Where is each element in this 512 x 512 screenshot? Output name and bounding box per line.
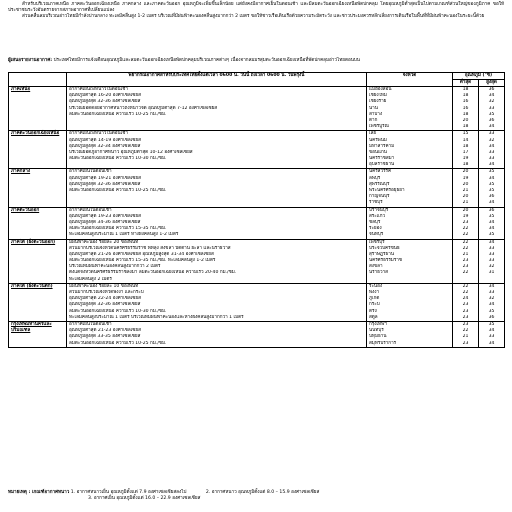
min-temp: 20 [462,207,469,213]
max-temp: 34 [488,175,495,181]
province-name: ระนอง [369,283,383,289]
min-temp: 18 [462,162,469,168]
province-cell [367,321,453,347]
province-name: ชลบุรี [369,219,381,225]
header-province: จังหวัด [367,73,453,87]
min-temp: 19 [462,156,469,162]
province-name: ระยอง [369,226,382,232]
forecast-cell [67,283,367,321]
notes-label: หมายเหตุ : เกณฑ์อากาศหนาว [8,490,70,495]
max-temp: 33 [488,290,495,295]
province-cell [367,283,453,321]
min-temp: 22 [462,226,469,232]
min-temp: 22 [462,245,469,251]
min-temp-cell [453,321,479,347]
min-temp: 22 [462,270,469,276]
max-temp: 34 [488,340,495,346]
forecast-line: ลมตะวันออกเฉียงเหนือ ความเร็ว 10-30 กม./ชม. [69,156,167,162]
min-temp-cell [453,283,479,321]
max-temp: 35 [488,169,495,175]
forecast-cell [67,131,367,169]
province-name: ประจวบคีรีขันธ์ [369,245,400,251]
table-row [9,169,505,207]
min-temp: 20 [462,169,469,175]
intro-text [8,2,504,21]
header-forecast: พยากรณ์อากาศสำหรับประเทศไทยตั้งแต่เวลา 0600 น. วันนี้ ถึงเวลา 0600 น. วันพรุ่งนี้ [67,73,367,87]
max-temp: 33 [488,149,495,155]
min-temp: 23 [462,314,469,320]
max-temp: 34 [488,302,495,308]
province-name: นครพนม [369,137,387,143]
province-name: มหาสารคาม [369,143,395,149]
region-cell: ภาคใต้ (ฝั่งตะวันออก) [9,239,67,283]
notes [8,490,504,502]
max-temp: 34 [488,283,495,289]
intro-paragraph-1: สำหรับบริเวณภาคเหนือ ภาคตะวันออกเฉียงเหนือ ภาคกลาง และภาคตะวันออก อุณหภูมิจะเพิ่มขึ้นเล็กน้อย แต่ยังคงมีอากาศเย็นในตอนเช้า และมีลมตะวันออกเฉียงเหนือพัดปกคลุม โดยอุณหภูมิต่ำสุดเป็นไปตามเกณฑ์ส่วนใหญ่ของภูมิภาค ขอให้ประชาชนระวังอันตรายจากสภาพอากาศที่เปลี่ยนแปลง [8,2,504,14]
max-temp-cell [479,87,505,131]
max-temp: 33 [488,131,495,137]
max-temp: 35 [488,111,495,117]
max-temp-cell [479,169,505,207]
forecast-cell [67,239,367,283]
max-temp-cell [479,207,505,239]
min-temp: 18 [462,93,469,99]
forecast-line: บริเวณยอดภูอากาศหนาว อุณหภูมิต่ำสุด 10-12 องศาเซลเซียส [69,149,193,155]
forecast-cell [67,87,367,131]
forecast-line: อุณหภูมิต่ำสุด 14-19 องศาเซลเซียส [69,137,141,143]
province-name: ตาก [369,117,378,123]
min-temp: 20 [462,117,469,123]
province-name: อุบลราชธานี [369,162,395,168]
region-cell: ภาคตะวันออก [9,207,67,239]
intro-paragraph-2: ส่วนคลื่นลมบริเวณอ่าวไทยมีกำลังปานกลาง ทะเลมีคลื่นสูง 1-2 เมตร บริเวณที่มีฝนฟ้าคะนองคลื่นสูงมากกว่า 2 เมตร ขอให้ชาวเรือเดินเรือด้วยความระมัดระวัง และชาวประมงควรหลีกเลี่ยงการเดินเรือในพื้นที่ที่มีฝนฟ้าคะนองในระยะนี้ด้วย [22,14,485,20]
province-name: นครศรีธรรมราช [369,258,402,264]
forecast-line: อุณหภูมิต่ำสุด 16-20 องศาเซลเซียส [69,93,141,99]
province-name: ปทุมธานี [369,334,387,340]
province-name: สงขลา [369,264,383,270]
table-row [9,131,505,169]
forecast-line: ลมตะวันออกเฉียงเหนือ ความเร็ว 15-35 กม./ชม. ทะเลมีคลื่นสูง 1-2 เมตร [69,258,216,264]
max-temp: 32 [488,296,495,302]
forecast-line: อากาศเย็นในตอนเช้า [69,169,112,175]
forecast-line: บริเวณยอดดอยอากาศหนาวถึงหนาวจัด อุณหภูมิต่ำสุด 7-12 องศาเซลเซียส [69,105,218,111]
min-temp: 22 [462,290,469,295]
min-temp: 15 [462,131,469,137]
max-temp-cell [479,283,505,321]
province-name: ปราจีนบุรี [369,207,389,213]
min-temp-cell [453,169,479,207]
note-item-3: 3. อากาศเย็น อุณหภูมิตั้งแต่ 16.0 – 22.9 องศาเซลเซียส [88,496,201,502]
forecast-line: ทะเลมีคลื่นสูงประมาณ 1 เมตร บริเวณที่มีฝนฟ้าคะนองและห่างฝั่งคลื่นสูงมากกว่า 1 เมตร [69,314,244,320]
province-name: ลำปาง [369,111,383,117]
min-temp: 18 [462,143,469,149]
max-temp: 34 [488,200,495,206]
min-temp-cell [453,87,479,131]
forecast-line: อากาศเย็นถึงหนาวในตอนเช้า [69,131,128,137]
max-temp: 34 [488,93,495,99]
province-name: จันทบุรี [369,232,384,238]
max-temp: 33 [488,105,495,111]
min-temp: 19 [462,175,469,181]
region-cell: ภาคกลาง [9,169,67,207]
max-temp: 35 [488,308,495,314]
forecast-line: อากาศเย็นในตอนเช้า [69,207,112,213]
forecast-line: ตั้งแต่จังหวัดนครศรีธรรมราชลงมา ลมตะวันออกเฉียงเหนือ ความเร็ว 20-40 กม./ชม. [69,270,237,276]
summary [8,58,504,64]
province-name: แม่ฮ่องสอน [369,87,392,92]
max-temp: 33 [488,334,495,340]
province-name: กรุงเทพฯ [369,321,387,327]
min-temp: 21 [462,200,469,206]
province-name: นราธิวาส [369,270,388,276]
max-temp: 32 [488,99,495,105]
max-temp: 33 [488,156,495,162]
min-temp-cell [453,207,479,239]
province-name: เพชรบูรณ์ [369,124,389,130]
province-name: สุพรรณบุรี [369,181,390,187]
forecast-table [8,72,505,348]
min-temp: 22 [462,283,469,289]
max-temp: 34 [488,239,495,245]
max-temp: 32 [488,264,495,270]
min-temp: 18 [462,111,469,117]
province-name: กระบี่ [369,302,380,308]
forecast-line: อุณหภูมิต่ำสุด 21-26 องศาเซลเซียส อุณหภูมิสูงสุด 31-34 องศาเซลเซียส [69,251,214,257]
min-temp: 23 [462,264,469,270]
max-temp: 35 [488,321,495,327]
max-temp: 35 [488,188,495,193]
province-name: สตูล [369,314,378,320]
max-temp: 36 [488,194,495,200]
forecast-cell [67,207,367,239]
max-temp: 35 [488,181,495,187]
province-name: กาญจนบุรี [369,194,390,200]
forecast-line: บริเวณที่มีฝนฟ้าคะนองคลื่นสูงมากกว่า 2 เมตร [69,264,161,270]
header-min: ต่ำสุด [453,80,479,87]
min-temp: 23 [462,321,469,327]
province-name: ตรัง [369,308,377,314]
max-temp: 33 [488,245,495,251]
min-temp: 22 [462,328,469,334]
province-name: ภูเก็ต [369,296,380,302]
max-temp: 34 [488,124,495,130]
max-temp: 35 [488,232,495,238]
table-row [9,207,505,239]
summary-text: ประเทศไทยมีการแจ้งเตือนอุณหภูมิและลมตะวันออกเฉียงเหนือพัดปกคลุมบริเวณภาคต่างๆ เนื่องจากลมมรสุมตะวันออกเฉียงเหนือที่พัดปกคลุมอ่าวไทยตอนบน [53,58,360,63]
max-temp: 35 [488,213,495,219]
min-temp-cell [453,131,479,169]
province-name: พังงา [369,290,380,295]
province-name: เชียงราย [369,99,387,105]
region-cell: ภาคเหนือ [9,87,67,131]
province-name: สมุทรปราการ [369,340,397,346]
max-temp: 33 [488,258,495,264]
min-temp: 23 [462,219,469,225]
note-item-1: 1. อากาศหนาวเย็น อุณหภูมิตั้งแต่ 7.9 องศาเซลเซียสลงไป [70,490,187,495]
province-cell [367,131,453,169]
max-temp: 34 [488,328,495,334]
min-temp: 23 [462,308,469,314]
min-temp: 21 [462,251,469,257]
summary-label: ผู้เสนอรายงานอากาศ: [8,58,53,63]
note-item-2: 2. อากาศหนาว อุณหภูมิตั้งแต่ 8.0 – 15.9 องศาเซลเซียส [205,490,320,495]
min-temp: 18 [462,124,469,130]
province-name: น่าน [369,105,378,111]
forecast-line: ลมตะวันออกเฉียงเหนือ ความเร็ว 10-25 กม./ชม. [69,188,167,193]
forecast-line: อุณหภูมิต่ำสุด 21-23 องศาเซลเซียส [69,328,141,334]
forecast-line: อากาศเย็นในตอนเช้า [69,321,112,327]
min-temp: 17 [462,149,469,155]
province-name: สุราษฎร์ธานี [369,251,394,257]
forecast-line: อุณหภูมิต่ำสุด 19-23 องศาเซลเซียส [69,213,141,219]
province-name: นนทบุรี [369,328,384,334]
header-temperature: อุณหภูมิ (°ซ) [453,73,505,80]
max-temp: 36 [488,117,495,123]
forecast-line: อากาศเย็นถึงหนาวในตอนเช้า [69,87,128,92]
min-temp: 21 [462,334,469,340]
forecast-line: อุณหภูมิสูงสุด 32-34 องศาเซลเซียส [69,143,141,149]
header-max: สูงสุด [479,80,505,87]
forecast-line: มีฝนฟ้าคะนอง ร้อยละ 10 ของพื้นที่ [69,283,139,289]
forecast-line: ลมตะวันออกเฉียงเหนือ ความเร็ว 10-25 กม./ชม. [69,340,167,346]
forecast-line: ลมตะวันออกเฉียงเหนือ ความเร็ว 15-35 กม./ชม. [69,226,167,232]
max-temp: 36 [488,207,495,213]
min-temp: 21 [462,188,469,193]
province-name: ราชบุรี [369,200,383,206]
province-name: ขอนแก่น [369,149,387,155]
forecast-line: ทะเลมีคลื่นสูง 2 เมตร [69,276,112,282]
forecast-line: อุณหภูมิสูงสุด 32-36 องศาเซลเซียส [69,99,141,105]
province-name: พระนครศรีอยุธยา [369,188,405,193]
forecast-line: มีฝนฟ้าคะนอง ร้อยละ 20 ของพื้นที่ [69,239,139,245]
min-temp: 20 [462,181,469,187]
province-name: สระแก้ว [369,213,386,219]
forecast-line: อุณหภูมิต่ำสุด 19-21 องศาเซลเซียส [69,175,141,181]
min-temp: 23 [462,302,469,308]
forecast-line: ส่วนมากบริเวณจังหวัดนครศรีธรรมราช พัทลุง สงขลา ปัตตานี ยะลา และนราธิวาส [69,245,231,251]
province-cell [367,239,453,283]
forecast-cell [67,169,367,207]
table-row [9,87,505,131]
min-temp: 23 [462,258,469,264]
min-temp: 16 [462,105,469,111]
min-temp: 24 [462,296,469,302]
forecast-line: อุณหภูมิต่ำสุด 22-24 องศาเซลเซียส [69,296,141,302]
max-temp: 33 [488,251,495,257]
forecast-line: อุณหภูมิสูงสุด 32-36 องศาเซลเซียส [69,302,141,308]
min-temp: 16 [462,99,469,105]
province-cell [367,87,453,131]
min-temp: 18 [462,87,469,92]
forecast-line: อุณหภูมิสูงสุด 33-35 องศาเซลเซียส [69,334,141,340]
province-name: เพชรบุรี [369,239,385,245]
header-region [9,73,67,87]
table-row [9,239,505,283]
province-name: นครสวรรค์ [369,169,392,175]
province-name: เชียงใหม่ [369,93,387,99]
max-temp: 34 [488,226,495,232]
table-row [9,283,505,321]
province-name: ลพบุรี [369,175,381,181]
forecast-line: ลมตะวันออกเฉียงเหนือ ความเร็ว 10-25 กม./ชม. [69,111,167,117]
max-temp: 36 [488,314,495,320]
region-cell: ภาคตะวันออกเฉียงเหนือ [9,131,67,169]
min-temp: 23 [462,340,469,346]
table-row [9,321,505,347]
max-temp: 36 [488,87,495,92]
province-name: เลย [369,131,377,137]
forecast-line: ทะเลมีคลื่นสูงประมาณ 1 เมตร ห่างฝั่งคลื่นสูง 1-2 เมตร [69,232,179,238]
forecast-line: ลมตะวันออกเฉียงเหนือ ความเร็ว 10-30 กม./ชม. [69,308,167,314]
max-temp: 31 [488,270,495,276]
forecast-line: อุณหภูมิสูงสุด 34-36 องศาเซลเซียส [69,219,141,225]
min-temp: 14 [462,137,469,143]
max-temp: 34 [488,143,495,149]
forecast-line: อุณหภูมิสูงสุด 32-36 องศาเซลเซียส [69,181,141,187]
min-temp: 22 [462,239,469,245]
region-cell: ภาคใต้ (ฝั่งตะวันตก) [9,283,67,321]
province-cell [367,207,453,239]
region-cell: กรุงเทพมหานครและปริมณฑล [9,321,67,347]
max-temp-cell [479,239,505,283]
max-temp-cell [479,131,505,169]
forecast-cell [67,321,367,347]
forecast-line: ส่วนมากบริเวณจังหวัดพังงา และกระบี่ [69,290,144,295]
max-temp: 32 [488,137,495,143]
min-temp: 22 [462,232,469,238]
max-temp-cell [479,321,505,347]
min-temp-cell [453,239,479,283]
min-temp: 19 [462,213,469,219]
min-temp: 20 [462,194,469,200]
max-temp: 34 [488,162,495,168]
province-cell [367,169,453,207]
province-name: นครราชสีมา [369,156,395,162]
max-temp: 34 [488,219,495,225]
